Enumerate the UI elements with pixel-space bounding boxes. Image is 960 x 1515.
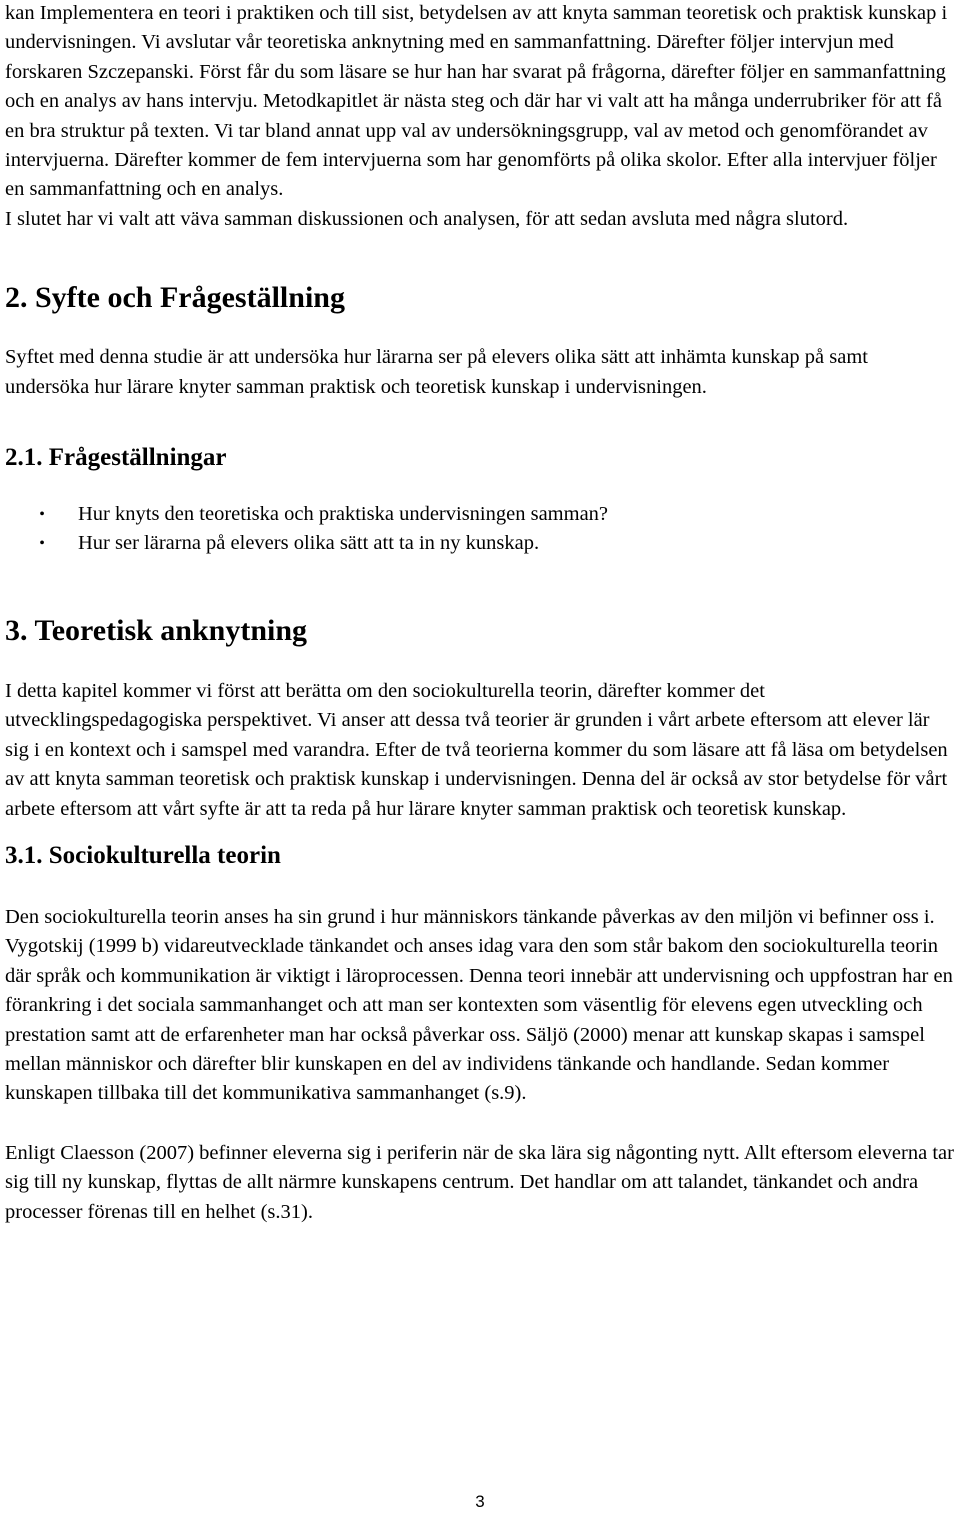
section-3-paragraph: I detta kapitel kommer vi först att berätta om den sociokulturella teorin, därefter kommer det utvecklingspedagogiska perspektivet. Vi anser att dessa två teorier är grunden i vårt arbete eftersom att elever lär sig i en kontext och i samspel med varandra. Efter de två teorierna kommer du som läsare att få läsa om betydelsen av att knyta samman teoretisk och praktisk kunskap i undervisningen. Denna del är också av stor betydelse för vårt arbete eftersom att vårt syfte är att ta reda på hur lärare knyter samman praktisk och teoretisk kunskap.	[5, 679, 948, 820]
bullet-icon: •	[39, 535, 45, 553]
section-2-paragraph: Syftet med denna studie är att undersöka hur lärarna ser på elevers olika sätt att inhämta kunskap på samt undersöka hur lärare knyter samman praktisk och teoretisk kunskap i undervisningen.	[5, 346, 868, 398]
section-3-1-paragraph: Den sociokulturella teorin anses ha sin grund i hur människors tänkande påverkas av den miljön vi befinner oss i. Vygotskij (1999 b) vidareutvecklade tänkandet och anses idag vara den som står bakom den sociokulturella teorin där språk och kommunikation är viktigt i läroprocessen. Denna teori innebär att undervisning och uppfostran har en förankring i det sociala sammanhanget och att man ser kontexten som väsentlig för elevens egen utveckling och prestation samt att de erfarenheter man har också påverkar oss. Säljö (2000) menar att kunskap skapas i samspel mellan människor och därefter blir kunskapen en del av individens tänkande och handlande. Sedan kommer kunskapen tillbaka till det kommunikativa sammanhanget (s.9).	[5, 905, 953, 1105]
intro-paragraph-closing: I slutet har vi valt att väva samman diskussionen och analysen, för att sedan avsluta med några slutord.	[5, 207, 849, 230]
section-2-1-heading: 2.1. Frågeställningar	[5, 444, 227, 472]
document-page	[5, 0, 955, 1227]
question-text: Hur knyts den teoretiska och praktiska undervisningen samman?	[78, 503, 609, 526]
question-text: Hur ser lärarna på elevers olika sätt att ta in ny kunskap.	[78, 532, 540, 555]
section-3-heading: 3. Teoretisk anknytning	[5, 613, 308, 647]
intro-paragraph: kan Implementera en teori i praktiken och till sist, betydelsen av att knyta samman teoretisk och praktisk kunskap i undervisningen. Vi avslutar vår teoretiska anknytning med en sammanfattning. Därefter följer intervjun med forskaren Szczepanski. Först får du som läsare se hur han har svarat på frågorna, därefter följer en sammanfattning och en analys av hans intervju. Metodkapitlet är nästa steg och där har vi valt att ha många underrubriker för att få en bra struktur på texten. Vi tar bland annat upp val av undersökningsgrupp, val av metod och genomförandet av intervjuerna. Därefter kommer de fem intervjuerna som har genomförts på olika skolor. Efter alla intervjuer följer en sammanfattning och en analys.	[5, 2, 948, 201]
list-item	[5, 529, 955, 558]
section-2-heading: 2. Syfte och Frågeställning	[5, 281, 345, 315]
list-item	[5, 500, 955, 529]
research-questions-list	[5, 500, 955, 559]
page-number: 3	[475, 1492, 485, 1511]
bullet-icon: •	[39, 506, 45, 524]
section-3-1-heading: 3.1. Sociokulturella teorin	[5, 841, 281, 869]
section-3-1-paragraph-claesson: Enligt Claesson (2007) befinner eleverna sig i periferin när de ska lära sig någonting nytt. Allt eftersom eleverna tar sig till ny kunskap, flyttas de allt närmre kunskapens centrum. Det handlar om att talandet, tänkandet och andra processer förenas till en helhet (s.31).	[5, 1141, 954, 1223]
